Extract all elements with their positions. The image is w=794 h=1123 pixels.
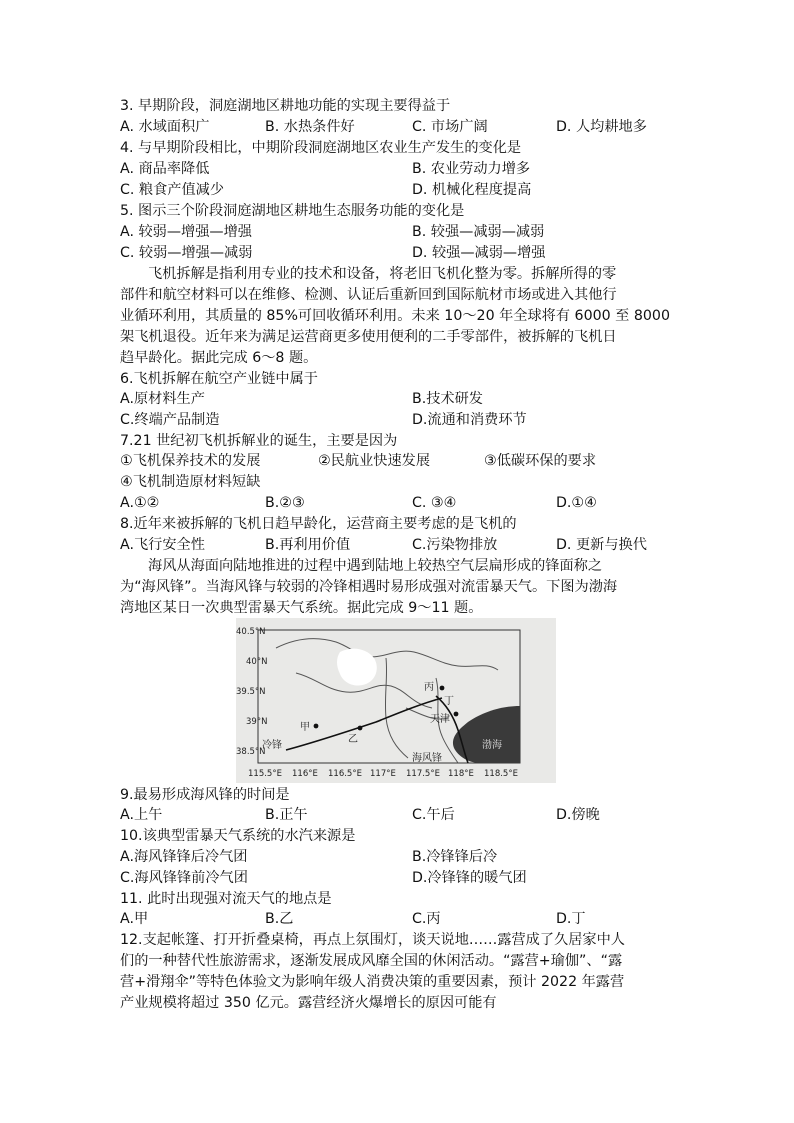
q7-item-3: ③低碳环保的要求 (484, 453, 597, 469)
q11-stem: 11. 此时出现强对流天气的地点是 (120, 891, 332, 907)
point-ding (454, 712, 459, 717)
q10-option-a: A.海风锋锋后冷气团 (120, 849, 248, 865)
lon-tick: 116.5°E (328, 769, 362, 779)
lat-tick: 40.5°N (236, 627, 266, 637)
aircraft-passage-line-1: 飞机拆解是指利用专业的技术和设备，将老旧飞机化整为零。拆解所得的零 (148, 266, 617, 282)
thunderstorm-map (236, 618, 556, 783)
q4-stem: 4. 与早期阶段相比，中期阶段洞庭湖地区农业生产发生的变化是 (120, 140, 522, 156)
label-ding: 丁 (444, 696, 454, 707)
q7-option-a: A.①② (120, 495, 160, 511)
blank-region (337, 649, 377, 686)
q9-option-a: A.上午 (120, 807, 163, 823)
q8-option-b: B.再利用价值 (265, 537, 351, 553)
q8-option-a: A.飞行安全性 (120, 537, 205, 553)
lon-tick: 115.5°E (248, 769, 282, 779)
q8-option-c: C.污染物排放 (412, 537, 498, 553)
q5-option-c: C. 较弱—增强—减弱 (120, 245, 253, 261)
seabreeze-passage-line-2: 为“海风锋”。当海风锋与较弱的冷锋相遇时易形成强对流雷暴天气。下图为渤海 (120, 579, 618, 595)
q12-line-3: 营+滑翔伞”等特色体验文为影响年级人消费决策的重要因素，预计 2022 年露营 (120, 974, 625, 990)
label-bing: 丙 (424, 682, 434, 693)
q3-option-d: D. 人均耕地多 (556, 119, 647, 135)
label-jia: 甲 (300, 722, 310, 733)
lon-tick: 118.5°E (484, 769, 518, 779)
q11-option-d: D.丁 (556, 911, 586, 927)
q5-option-a: A. 较弱—增强—增强 (120, 224, 252, 240)
q9-option-c: C.午后 (412, 807, 455, 823)
map-svg (236, 618, 556, 783)
border-line (385, 658, 408, 758)
label-city: 天津 (430, 714, 450, 725)
q7-option-b: B.②③ (265, 495, 305, 511)
border-line (276, 639, 498, 670)
label-yi: 乙 (348, 734, 358, 745)
q10-option-c: C.海风锋锋前冷气团 (120, 870, 248, 886)
q10-option-d: D.冷锋锋的暖气团 (412, 870, 527, 886)
label-cold-front: 冷锋 (262, 740, 282, 751)
q7-item-1: ①飞机保养技术的发展 (120, 453, 261, 469)
label-sea-breeze-front: 海风锋 (412, 753, 442, 764)
q4-option-b: B. 农业劳动力增多 (412, 161, 531, 177)
q7-item-2: ②民航业快速发展 (318, 453, 431, 469)
q3-option-b: B. 水热条件好 (265, 119, 355, 135)
q4-option-a: A. 商品率降低 (120, 161, 210, 177)
q12-line-2: 们的一种替代性旅游需求，逐渐发展成风靡全国的休闲活动。“露营+瑜伽”、“露 (120, 953, 623, 969)
q12-line-1: 12.支起帐篷、打开折叠桌椅，再点上氛围灯，谈天说地……露营成了久居家中人 (120, 932, 625, 948)
q5-option-b: B. 较强—减弱—减弱 (412, 224, 545, 240)
q6-option-a: A.原材料生产 (120, 391, 205, 407)
q9-stem: 9.最易形成海风锋的时间是 (120, 787, 290, 803)
q3-option-c: C. 市场广阔 (412, 119, 488, 135)
q8-stem: 8.近年来被拆解的飞机日趋早龄化，运营商主要考虑的是飞机的 (120, 516, 517, 532)
q12-line-4: 产业规模将超过 350 亿元。露营经济火爆增长的原因可能有 (120, 995, 497, 1011)
q6-stem: 6.飞机拆解在航空产业链中属于 (120, 371, 318, 387)
q6-option-c: C.终端产品制造 (120, 412, 220, 428)
point-bing (440, 686, 445, 691)
q4-option-c: C. 粮食产值减少 (120, 182, 225, 198)
aircraft-passage-line-3: 业循环利用，其质量的 85%可回收循环利用。未来 10～20 年全球将有 6000 至 8000 (120, 308, 670, 324)
q7-option-d: D.①④ (556, 495, 597, 511)
q9-option-b: B.正午 (265, 807, 308, 823)
q8-option-d: D. 更新与换代 (556, 537, 647, 553)
lat-tick: 39°N (246, 717, 268, 727)
aircraft-passage-line-5: 趋早龄化。据此完成 6～8 题。 (120, 350, 318, 366)
lon-tick: 118°E (448, 769, 474, 779)
q5-stem: 5. 图示三个阶段洞庭湖地区耕地生态服务功能的变化是 (120, 203, 465, 219)
aircraft-passage-line-2: 部件和航空材料可以在维修、检测、认证后重新回到国际航材市场或进入其他行 (120, 287, 617, 303)
lat-tick: 39.5°N (236, 687, 266, 697)
q10-option-b: B.冷锋锋后冷 (412, 849, 498, 865)
seabreeze-passage-line-1: 海风从海面向陆地推进的过程中遇到陆地上较热空气层扁形成的锋面称之 (148, 558, 603, 574)
seabreeze-passage-line-3: 湾地区某日一次典型雷暴天气系统。据此完成 9～11 题。 (120, 600, 483, 616)
q6-option-d: D.流通和消费环节 (412, 412, 527, 428)
lon-tick: 117°E (370, 769, 396, 779)
q3-option-a: A. 水域面积广 (120, 119, 210, 135)
q7-item-4: ④飞机制造原材料短缺 (120, 474, 261, 490)
lon-tick: 116°E (292, 769, 318, 779)
bohai-sea (453, 706, 520, 763)
label-sea: 渤海 (482, 740, 502, 751)
lon-tick: 117.5°E (406, 769, 440, 779)
q7-option-c: C. ③④ (412, 495, 457, 511)
q3-stem: 3. 早期阶段，洞庭湖地区耕地功能的实现主要得益于 (120, 98, 451, 114)
q9-option-d: D.傍晚 (556, 807, 600, 823)
aircraft-passage-line-4: 架飞机退役。近年来为满足运营商更多使用便利的二手零部件，被拆解的飞机日 (120, 329, 617, 345)
q10-stem: 10.该典型雷暴天气系统的水汽来源是 (120, 828, 356, 844)
q11-option-a: A.甲 (120, 911, 149, 927)
lat-tick: 40°N (246, 657, 268, 667)
q5-option-d: D. 较强—减弱—增强 (412, 245, 546, 261)
q11-option-c: C.丙 (412, 911, 441, 927)
q7-stem: 7.21 世纪初飞机拆解业的诞生，主要是因为 (120, 433, 398, 449)
point-yi (358, 726, 363, 731)
lat-tick: 38.5°N (236, 747, 266, 757)
q6-option-b: B.技术研发 (412, 391, 483, 407)
q4-option-d: D. 机械化程度提高 (412, 182, 532, 198)
q11-option-b: B.乙 (265, 911, 294, 927)
point-jia (314, 724, 319, 729)
